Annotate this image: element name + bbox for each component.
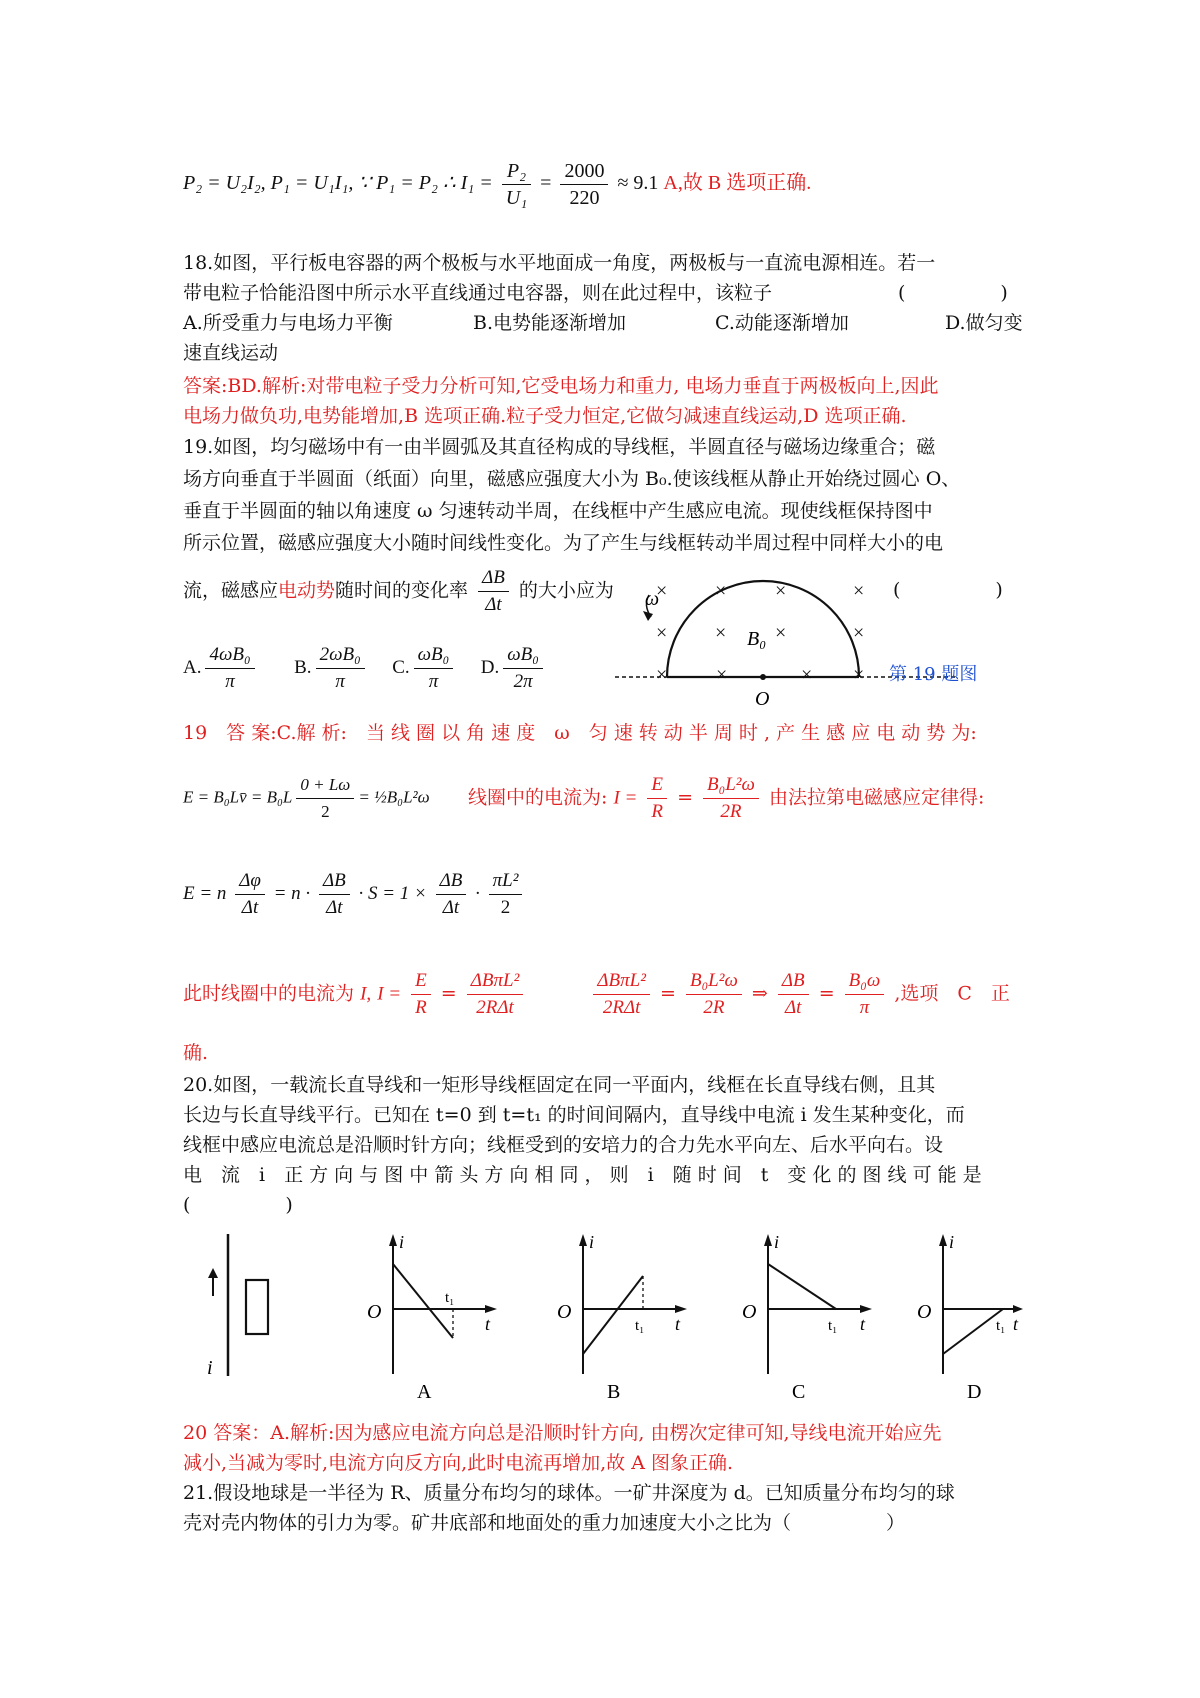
x-arrow-icon: [1013, 1305, 1023, 1313]
q20-line3: 线框中感应电流总是沿顺时针方向；线框受到的安培力的合力先水平向左、后水平向右。设: [183, 1134, 944, 1156]
svg-text:×: ×: [775, 622, 787, 644]
svg-text:t₁: t₁: [445, 1290, 455, 1306]
q19-line3: 垂直于半圆面的轴以角速度 ω 匀速转动半周，在线框中产生感应电流。现使线框保持图中: [183, 500, 933, 522]
q18-option-c: C.动能逐渐增加: [715, 312, 849, 334]
y-arrow-icon: [389, 1234, 397, 1246]
q18-line4: 速直线运动: [183, 342, 279, 364]
q20-line2: 长边与长直导线平行。已知在 t=0 到 t=t₁ 的时间间隔内，直导线中电流 i 发生某种变化，而: [183, 1104, 965, 1126]
center-label: O: [755, 688, 770, 710]
svg-text:O: O: [557, 1301, 572, 1323]
graph-d-label: D: [967, 1381, 982, 1403]
svg-text:t: t: [675, 1314, 681, 1334]
q21-line2: 壳对壳内物体的引力为零。矿井底部和地面处的重力加速度大小之比为（ ）: [183, 1512, 906, 1534]
svg-text:×: ×: [801, 664, 813, 686]
x-arrow-icon: [485, 1305, 497, 1313]
svg-text:i: i: [949, 1232, 955, 1252]
y-arrow-icon: [579, 1234, 587, 1246]
svg-text:×: ×: [853, 664, 865, 686]
svg-text:O: O: [742, 1301, 757, 1323]
arrowhead-icon: [208, 1268, 218, 1278]
fraction-p2-u1: $\frac{\text{P₂}}{\text{U₁}}$: [502, 158, 531, 211]
svg-text:t: t: [485, 1314, 491, 1334]
q19-line4: 所示位置，磁感应强度大小随时间线性变化。为了产生与线框转动半周过程中同样大小的电: [183, 532, 944, 554]
q19-final-end: 确.: [183, 1042, 209, 1064]
omega-label: ω: [645, 588, 660, 610]
q19-option-d: $\frac{\text{ωB₀}}{2\pi}$: [503, 642, 543, 695]
svg-text:×: ×: [716, 664, 728, 686]
q20-paren: ( ): [183, 1194, 293, 1216]
y-arrow-icon: [764, 1234, 772, 1246]
x-arrow-icon: [860, 1305, 872, 1313]
svg-text:t₁: t₁: [996, 1318, 1006, 1334]
svg-text:O: O: [917, 1301, 932, 1323]
q20-line4: 电 流 i 正 方 向 与 图 中 箭 头 方 向 相 同 ， 则 i 随 时 间 t 变 化 的 图 线 可 能 是: [183, 1164, 982, 1186]
top-formula: P₂ = U₂I₂, P₁ = U₁I₁, ∵ P₁ = P₂ ∴ I₁ = $\frac{\text{P₂}}{\text{U₁}}$ = $\frac{2000}{220}$ ≈ 9.1 A,故 B 选项正确.: [183, 160, 812, 209]
graph-b-label: B: [607, 1381, 621, 1403]
svg-text:i: i: [589, 1232, 595, 1252]
wire-current-label: i: [207, 1357, 213, 1379]
graph-a-line: [393, 1264, 453, 1338]
q19-option-a: $\frac{\text{4ωB₀}}{\pi}$: [205, 642, 254, 695]
svg-text:×: ×: [656, 622, 668, 644]
q19-eq1: E = B₀Lv̄ = B₀L $\frac{0 + L\omega}{2}$ = ½B₀L²ω: [183, 772, 430, 825]
graph-b-line: [583, 1276, 643, 1354]
q19-answer-paren: ( ): [893, 579, 1003, 601]
graph-b: [557, 1232, 687, 1403]
emf-highlight: 电动势: [278, 579, 336, 602]
svg-text:×: ×: [656, 580, 668, 602]
q20-answer-line2: 减小,当减为零时,电流方向反方向,此时电流再增加,故 A 图象正确.: [183, 1452, 733, 1474]
graph-d: [917, 1232, 1023, 1403]
graph-c: [742, 1232, 872, 1403]
q19-line5: 流，磁感应电动势随时间的变化率 $\frac{\Delta B}{\Delta t}$ 的大小应为: [183, 565, 614, 618]
q20-line1: 20.如图，一载流长直导线和一矩形导线框固定在同一平面内，线框在长直导线右侧，且其: [183, 1074, 936, 1096]
q18-line1: 18.如图，平行板电容器的两个极板与水平地面成一角度，两极板与一直流电源相连。若一: [183, 252, 936, 274]
q18-line2: 带电粒子恰能沿图中所示水平直线通过电容器，则在此过程中，该粒子 ( ): [183, 278, 1023, 308]
b0-label: B₀: [747, 628, 767, 650]
x-arrow-icon: [675, 1305, 687, 1313]
graph-c-line: [768, 1264, 836, 1309]
q19-options: A. $\frac{\text{4ωB₀}}{\pi}$ B. $\frac{\text{2ωB₀}}{\pi}$ C. $\frac{\text{ωB₀}}{\pi}$ D. $\frac{\text{ωB₀}}{2\pi}$: [183, 642, 547, 695]
graph-d-line: [943, 1309, 1006, 1354]
q19-answer-intro: 19 答 案:C.解 析: 当 线 圈 以 角 速 度 ω 匀 速 转 动 半 周 时 , 产 生 感 应 电 动 势 为:: [183, 722, 977, 744]
rate-fraction: $\frac{\Delta B}{\Delta t}$: [478, 565, 509, 618]
q19-eq3: E = n $\frac{\Delta\varphi}{\Delta t}$ = n · $\frac{\Delta B}{\Delta t}$ · S = 1 × $\frac{\Delta B}{\Delta t}$ · $\frac{\text{πL²}}{2}$: [183, 868, 526, 921]
q19-final-eq: 此时线圈中的电流为 I, I = $\frac{E}{R}$ = $\frac{\text{ΔBπL²}}{\text{2RΔt}}$ $\frac{\text{ΔBπL²}}{\text{2RΔt}}$ = $\frac{\text{B₀L²ω}}{2R}$ ⇒ $\frac{\Delta B}{\Delta t}$ = $\frac{\text{B₀ω}}{\pi}$ ,选项 C 正: [183, 970, 1010, 1018]
approx-value: ≈ 9.1: [617, 172, 659, 195]
top-conclusion: A,故 B 选项正确.: [663, 172, 812, 195]
svg-text:t: t: [1013, 1314, 1019, 1334]
svg-text:t: t: [860, 1314, 866, 1334]
fraction-2000-220: $\frac{2000}{220}$: [560, 158, 608, 211]
q19-line2: 场方向垂直于半圆面（纸面）向里，磁感应强度大小为 B₀.使该线框从静止开始绕过圆心 O、: [183, 468, 961, 490]
svg-text:×: ×: [853, 622, 865, 644]
svg-text:t₁: t₁: [828, 1318, 838, 1334]
q19-option-b: $\frac{\text{2ωB₀}}{\pi}$: [316, 642, 365, 695]
q18-answer-paren: ( ): [898, 282, 1008, 304]
top-formula-part1: P₂ = U₂I₂, P₁ = U₁I₁, ∵ P₁ = P₂ ∴ I₁ =: [183, 172, 493, 195]
q19-semicircle-figure: [615, 575, 955, 710]
svg-text:×: ×: [715, 622, 727, 644]
q19-eq2: 线圈中的电流为: I = $\frac{E}{R}$ = $\frac{\text{B₀L²ω}}{2R}$ 由法拉第电磁感应定律得:: [468, 774, 985, 822]
center-point: [760, 674, 766, 680]
q18-answer-line1: 答案:BD.解析:对带电粒子受力分析可知,它受电场力和重力, 电场力垂直于两极板向上,因此: [183, 375, 939, 397]
q18-answer-line2: 电场力做负功,电势能增加,B 选项正确.粒子受力恒定,它做匀减速直线运动,D 选项正确.: [183, 405, 907, 427]
q19-option-c: $\frac{\text{ωB₀}}{\pi}$: [414, 642, 454, 695]
q21-line1: 21.假设地球是一半径为 R、质量分布均匀的球体。一矿井深度为 d。已知质量分布均匀的球: [183, 1482, 955, 1504]
graph-c-label: C: [792, 1381, 806, 1403]
y-arrow-icon: [939, 1234, 947, 1246]
q18-option-d: D.做匀变: [945, 312, 1023, 334]
svg-text:t₁: t₁: [635, 1318, 645, 1334]
svg-text:i: i: [399, 1232, 405, 1252]
wire-and-loop-figure: [207, 1234, 268, 1379]
q20-answer-line1: 20 答案：A.解析:因为感应电流方向总是沿顺时针方向, 由楞次定律可知,导线电流开始应先: [183, 1422, 942, 1444]
q19-line1: 19.如图，均匀磁场中有一由半圆弧及其直径构成的导线框，半圆直径与磁场边缘重合；磁: [183, 436, 936, 458]
graph-a: [367, 1232, 497, 1403]
svg-text:×: ×: [715, 580, 727, 602]
q18-option-a: A.所受重力与电场力平衡: [183, 312, 393, 334]
svg-text:O: O: [367, 1301, 382, 1323]
svg-text:i: i: [774, 1232, 780, 1252]
q18-option-b: B.电势能逐渐增加: [473, 312, 627, 334]
q19-figure-caption: 第 19 题图: [889, 664, 978, 685]
svg-text:×: ×: [656, 664, 668, 686]
svg-text:×: ×: [775, 580, 787, 602]
arrowhead-icon: [643, 611, 653, 621]
graph-a-label: A: [417, 1381, 432, 1403]
svg-text:×: ×: [853, 580, 865, 602]
rectangular-loop: [246, 1280, 268, 1334]
q20-figures: [183, 1226, 1023, 1406]
